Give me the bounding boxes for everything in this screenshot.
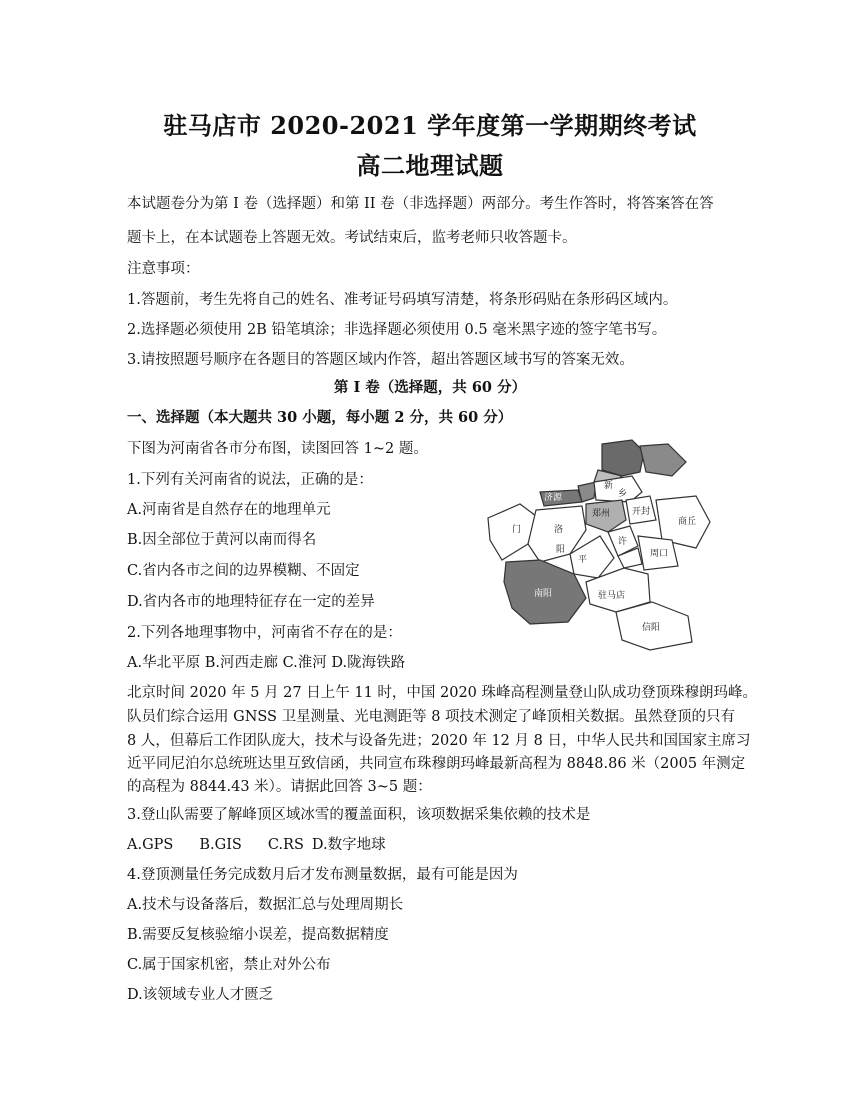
exam-subtitle: 高二地理试题 [356,151,504,180]
exam-title: 驻马店市 2020-2021 学年度第一学期期终考试 [163,111,697,140]
intro-line-2: 题卡上，在本试题卷上答题无效。考试结束后，监考老师只收答题卡。 [127,230,577,246]
q1-option-c: C.省内各市之间的边界模糊、不固定 [127,563,360,579]
part1-heading: 第 I 卷（选择题，共 60 分） [333,379,527,396]
question-group-stem: 下图为河南省各市分布图，读图回答 1~2 题。 [127,441,428,457]
q2-options: A.华北平原 B.河西走廊 C.淮河 D.陇海铁路 [127,655,406,671]
map-label-kaifeng: 开封 [632,507,651,517]
map-label-luo: 洛 [554,525,564,535]
note-item-1: 1.答题前，考生先将自己的姓名、准考证号码填写清楚，将条形码贴在条形码区域内。 [127,292,678,308]
map-label-zhengzhou: 郑州 [592,509,611,519]
q4-option-d: D.该领域专业人才匮乏 [127,987,274,1003]
q3-option-b: B.GIS [199,837,242,853]
map-label-ping: 平 [578,555,588,565]
question-4: 4.登顶测量任务完成数月后才发布测量数据，最有可能是因为 [127,867,518,883]
q1-option-d: D.省内各市的地理特征存在一定的差异 [127,594,375,610]
q4-option-a: A.技术与设备落后，数据汇总与处理周期长 [127,897,404,913]
henan-map-figure [482,436,720,654]
note-item-2: 2.选择题必须使用 2B 铅笔填涂；非选择题必须使用 0.5 毫米黑字迹的签字笔书写。 [127,322,667,338]
q4-option-b: B.需要反复核验缩小误差，提高数据精度 [127,927,389,943]
map-label-xiang: 乡 [618,489,628,499]
passage-line-2: 队员们综合运用 GNSS 卫星测量、光电测距等 8 项技术测定了峰顶相关数据。虽然登顶的只有 [127,709,736,725]
map-label-shangqiu: 商丘 [678,517,697,527]
passage-line-5: 的高程为 8844.43 米）。请据此回答 3~5 题： [127,779,432,795]
q3-option-c: C.RS [267,837,304,853]
note-item-3: 3.请按照题号顺序在各题目的答题区域内作答，超出答题区域书写的答案无效。 [127,352,634,368]
intro-line-1: 本试题卷分为第 I 卷（选择题）和第 II 卷（非选择题）两部分。考生作答时，将答案答在答 [127,196,714,212]
passage-line-3: 8 人，但幕后工作团队庞大，技术与设备先进；2020 年 12 月 8 日，中华人民共和国国家主席习 [127,733,751,749]
notes-heading: 注意事项： [127,261,200,277]
map-label-men: 门 [512,525,522,535]
passage-line-1: 北京时间 2020 年 5 月 27 日上午 11 时，中国 2020 珠峰高程测量登山队成功登顶珠穆朗玛峰。 [127,685,758,701]
map-label-xinyang: 信阳 [642,623,661,633]
map-region-jiaozuo [578,482,596,502]
q4-option-c: C.属于国家机密，禁止对外公布 [127,957,331,973]
map-label-nanyang: 南阳 [534,589,553,599]
map-label-jiyuan: 济源 [544,493,563,503]
map-label-xu: 许 [618,537,628,547]
map-label-zhumadian: 驻马店 [598,591,626,601]
map-label-xin: 新 [604,481,614,491]
map-label-zhoukou: 周口 [650,549,669,559]
q3-option-d: D.数字地球 [311,837,386,853]
q1-option-b: B.因全部位于黄河以南而得名 [127,532,317,548]
map-label-yang: 阳 [556,545,566,555]
q1-option-a: A.河南省是自然存在的地理单元 [127,502,331,518]
map-region-anyang [602,440,644,476]
q3-options [127,833,412,854]
passage-line-4: 近平同尼泊尔总统班达里互致信函，共同宣布珠穆朗玛峰最新高程为 8848.86 米（2005 年测定 [127,756,746,772]
question-3: 3.登山队需要了解峰顶区域冰雪的覆盖面积，该项数据采集依赖的技术是 [127,807,591,823]
section-heading: 一、选择题（本大题共 30 小题，每小题 2 分，共 60 分） [127,409,513,426]
q3-option-a: A.GPS [127,837,174,853]
question-1: 1.下列有关河南省的说法，正确的是： [127,472,373,488]
question-2: 2.下列各地理事物中，河南省不存在的是： [127,625,402,641]
map-region-puyang [640,444,686,476]
